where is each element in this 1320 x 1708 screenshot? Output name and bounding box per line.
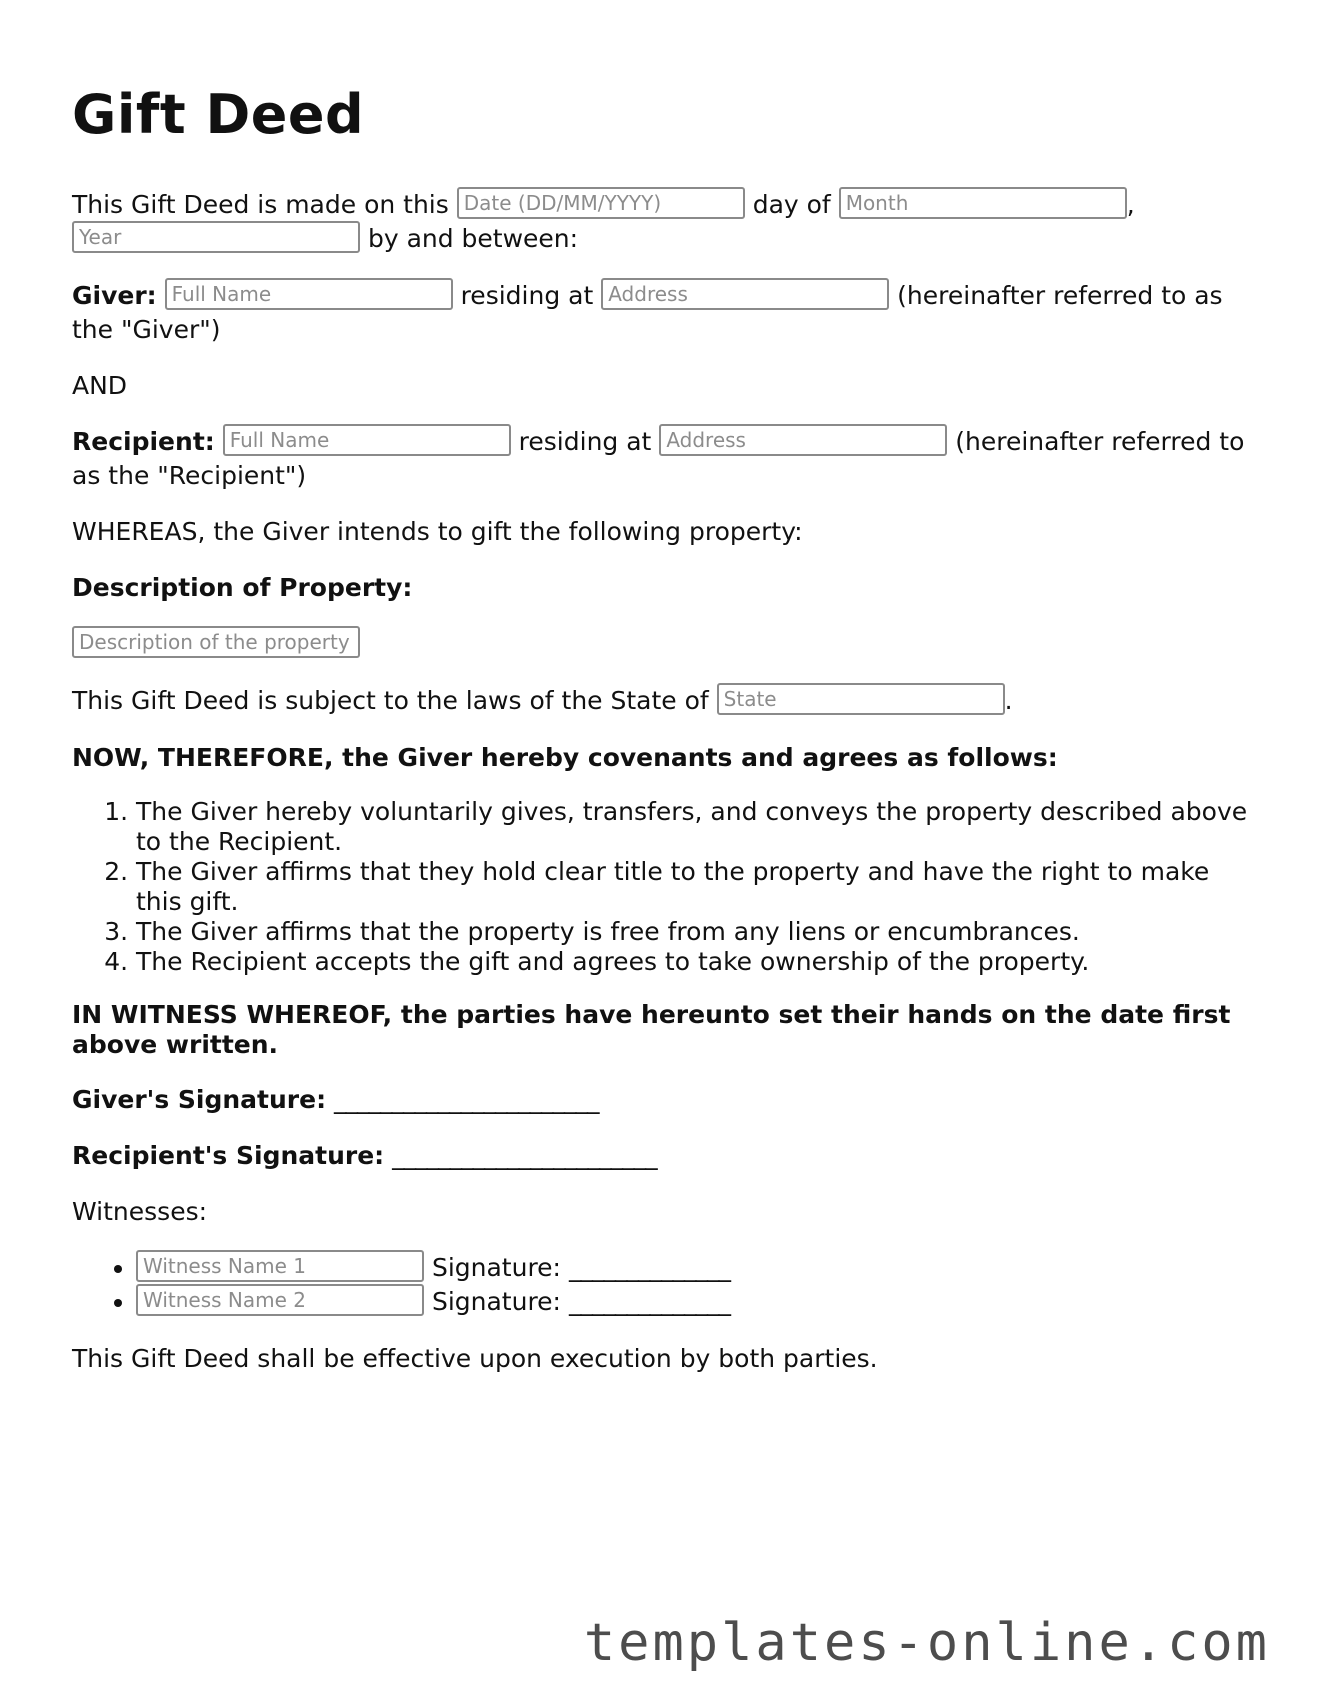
description-heading: Description of Property: (72, 573, 413, 602)
witness-signature-label: Signature: (431, 1253, 561, 1282)
state-input[interactable] (717, 683, 1005, 715)
intro-paragraph (72, 188, 1248, 256)
comma-text: , (1126, 190, 1135, 219)
giver-signature-row (72, 1083, 1248, 1116)
witness-clause: IN WITNESS WHEREOF, the parties have hereunto set their hands on the date first above written. (72, 1000, 1231, 1059)
witness-signature-label: Signature: (431, 1287, 561, 1316)
recipient-label: Recipient: (72, 427, 215, 456)
between-text: by and between: (367, 224, 579, 253)
giver-label: Giver: (72, 281, 157, 310)
list-item: 2. The Giver affirms that they hold clear title to the property and have the right to make this gift. (136, 857, 1248, 917)
day-of-text: day of (752, 190, 831, 219)
description-block (72, 627, 1248, 661)
list-item (136, 1251, 1248, 1285)
witness-signature-line: ______________ (568, 1253, 730, 1282)
closing-text: This Gift Deed shall be effective upon execution by both parties. (72, 1344, 878, 1373)
state-period: . (1004, 686, 1013, 715)
giver-residing-text: residing at (460, 281, 594, 310)
deed-body (72, 188, 1248, 1398)
intro-text: This Gift Deed is made on this (72, 190, 449, 219)
recipient-signature-label: Recipient's Signature: (72, 1141, 385, 1170)
giver-name-input[interactable] (165, 278, 453, 310)
property-description-input[interactable] (72, 626, 360, 658)
recipient-name-input[interactable] (223, 424, 511, 456)
recipient-address-input[interactable] (659, 424, 947, 456)
list-item: 3. The Giver affirms that the property is free from any liens or encumbrances. (136, 917, 1248, 947)
whereas-text: WHEREAS, the Giver intends to gift the following property: (72, 517, 803, 546)
giver-signature-line: _______________________ (334, 1085, 599, 1114)
description-heading-paragraph (72, 571, 1248, 604)
witness-signature-line: ______________ (568, 1287, 730, 1316)
covenants-heading: NOW, THEREFORE, the Giver hereby covenants and agrees as follows: (72, 743, 1058, 772)
giver-paragraph (72, 279, 1248, 346)
watermark: templates-online.com (583, 1613, 1270, 1673)
witness-clause-paragraph (72, 1000, 1248, 1060)
state-clause-text: This Gift Deed is subject to the laws of the State of (72, 686, 709, 715)
list-item: 4. The Recipient accepts the gift and agrees to take ownership of the property. (136, 947, 1248, 977)
recipient-paragraph (72, 425, 1248, 492)
giver-address-input[interactable] (601, 278, 889, 310)
recipient-residing-text: residing at (518, 427, 652, 456)
list-item (136, 1285, 1248, 1319)
witness-name-2-input[interactable] (136, 1284, 424, 1316)
state-paragraph (72, 684, 1248, 718)
giver-signature-label: Giver's Signature: (72, 1085, 327, 1114)
month-input[interactable] (839, 187, 1127, 219)
recipient-referred-text: (hereinafter referred to as the "Recipient") (72, 427, 1245, 490)
date-input[interactable] (457, 187, 745, 219)
witness-name-1-input[interactable] (136, 1250, 424, 1282)
year-input[interactable] (72, 221, 360, 253)
giver-referred-text: (hereinafter referred to as the "Giver") (72, 281, 1223, 344)
covenants-heading-paragraph (72, 741, 1248, 774)
list-item: 1. The Giver hereby voluntarily gives, transfers, and conveys the property described above to the Recipient. (136, 797, 1248, 857)
recipient-signature-row (72, 1139, 1248, 1172)
witnesses-label: Witnesses: (72, 1197, 208, 1226)
and-text: AND (72, 371, 128, 400)
page-title: Gift Deed (72, 83, 365, 146)
recipient-signature-line: _______________________ (392, 1141, 657, 1170)
covenants-list (72, 797, 1248, 977)
witnesses-list (72, 1251, 1248, 1319)
